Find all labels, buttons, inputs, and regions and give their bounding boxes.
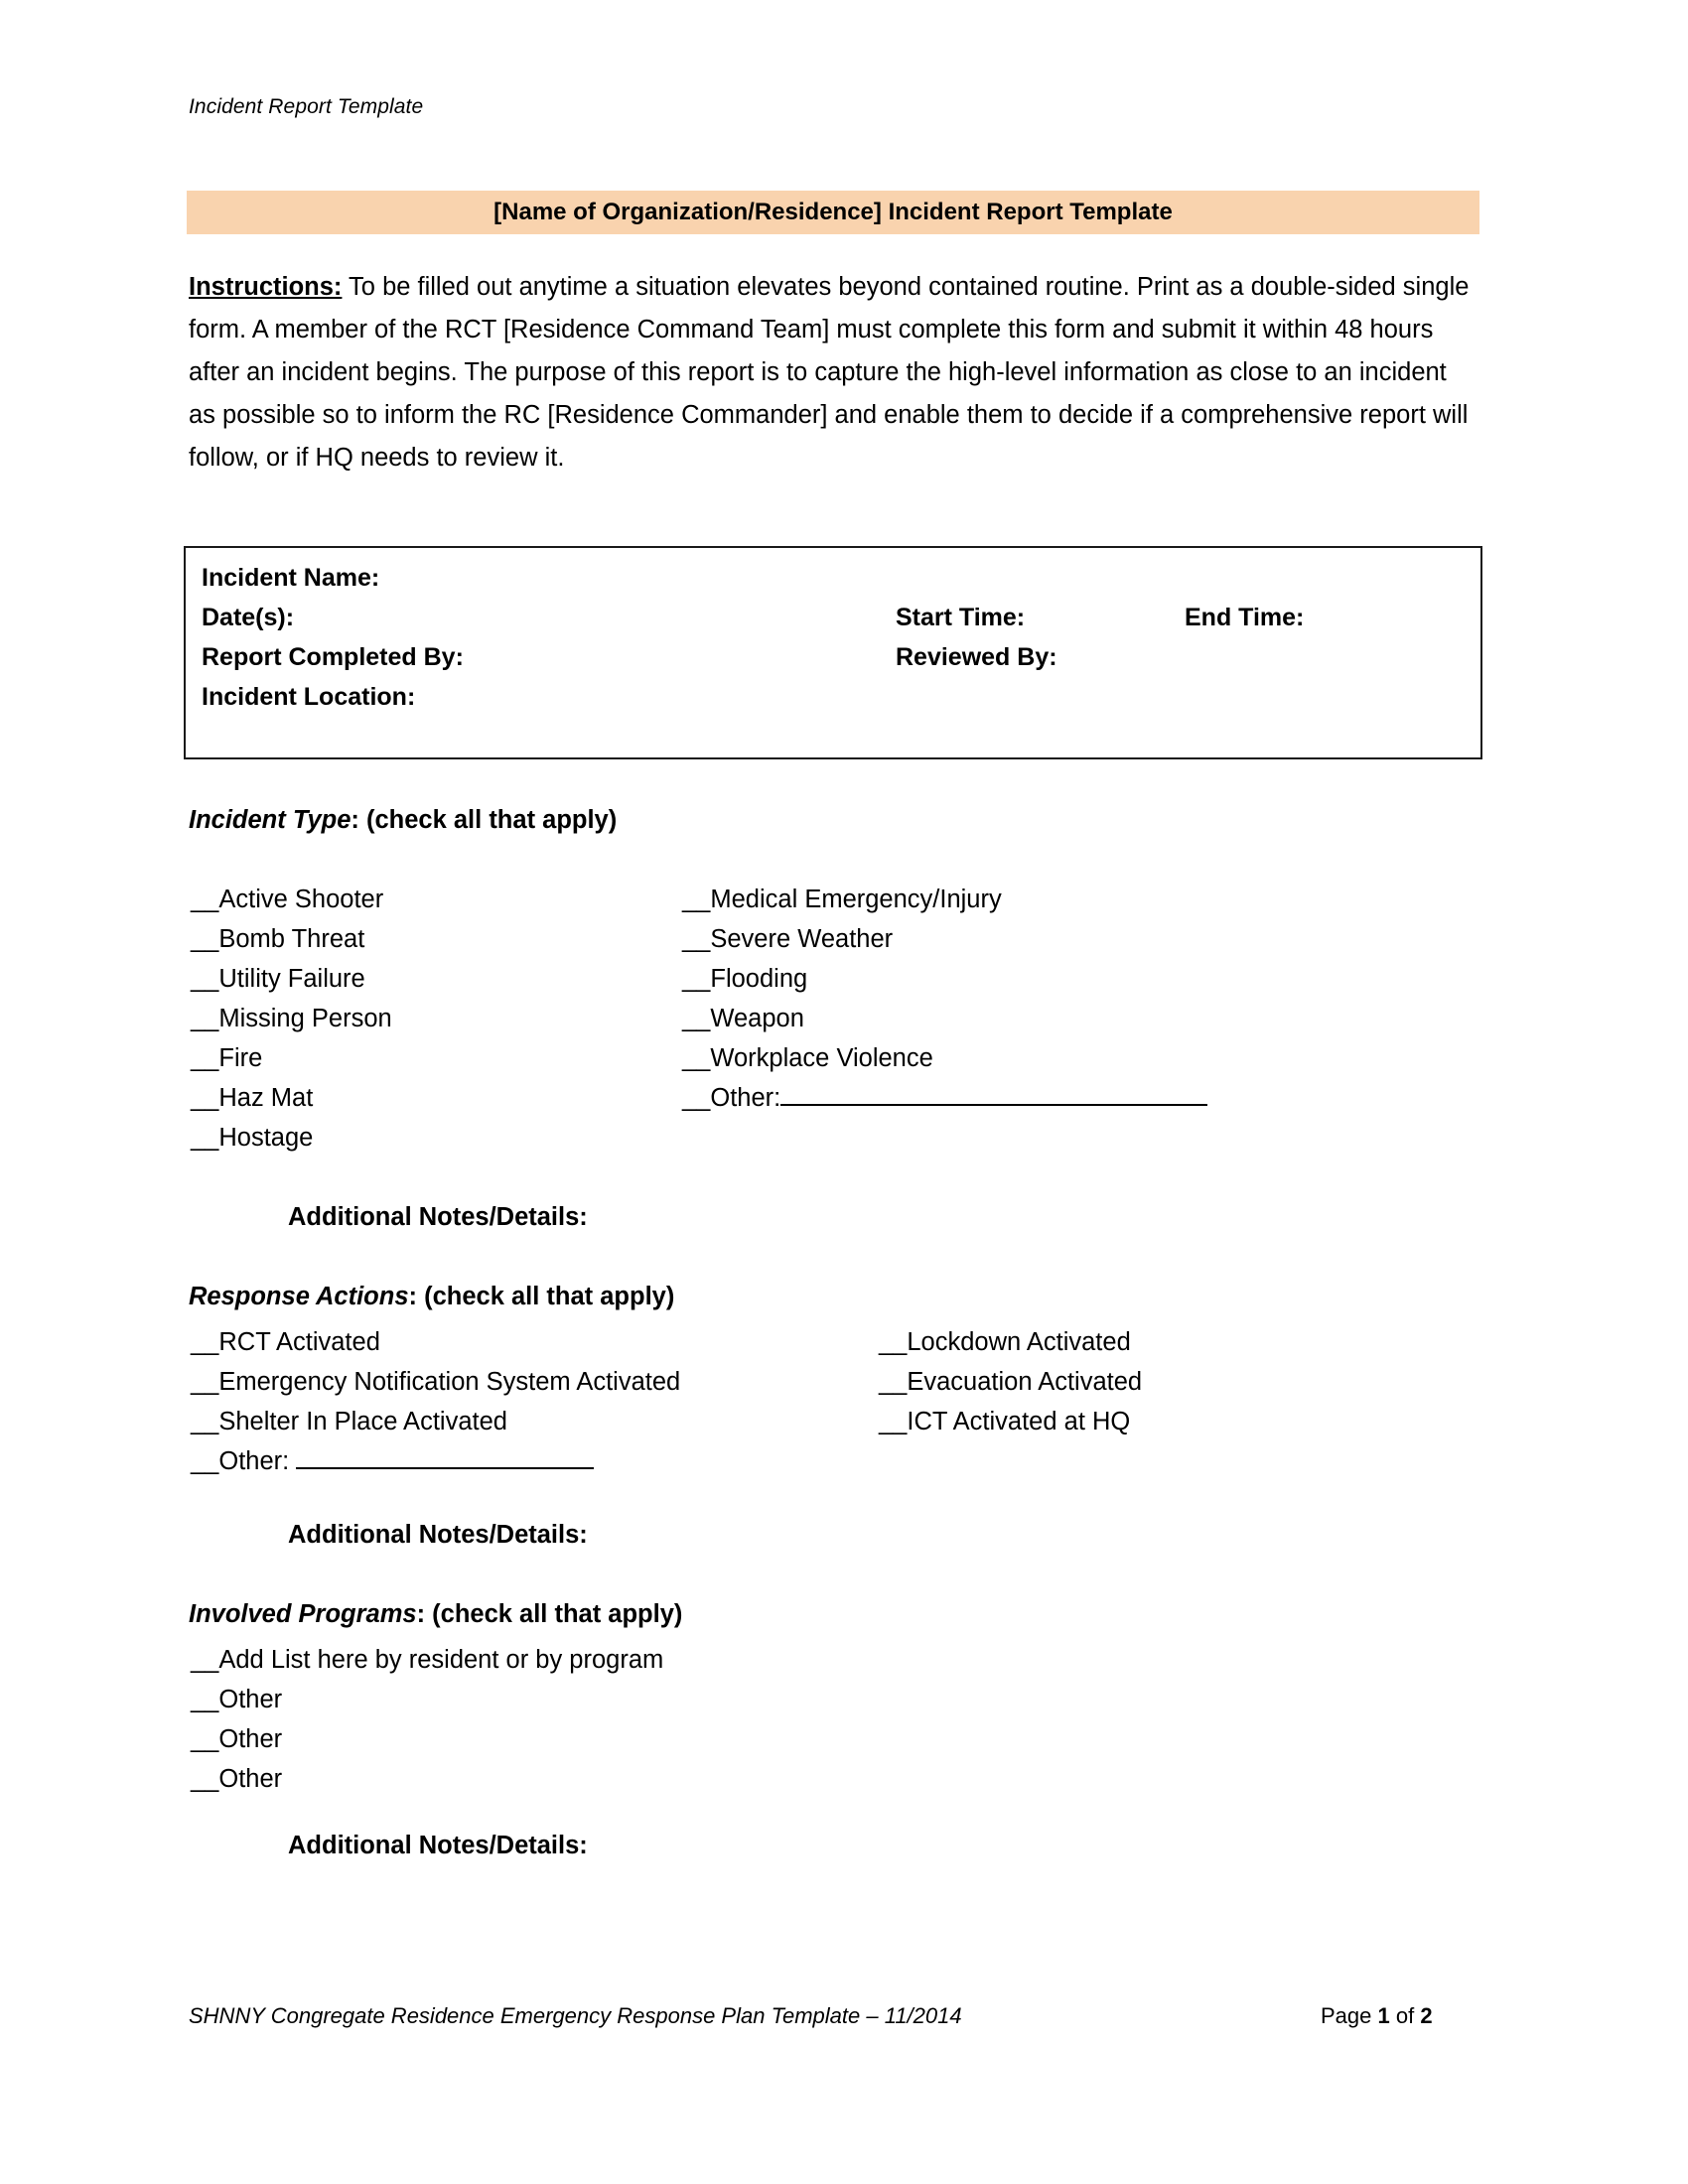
- check-item[interactable]: __Other: [191, 1725, 283, 1753]
- check-item-other[interactable]: [682, 1078, 1207, 1118]
- info-row: [198, 604, 1480, 643]
- check-item[interactable]: __Lockdown Activated: [879, 1328, 1131, 1356]
- instructions-label: Instructions:: [189, 273, 343, 301]
- additional-notes-incident-type: Additional Notes/Details:: [288, 1203, 588, 1231]
- page-title: [Name of Organization/Residence] Incident Report Template: [493, 199, 1173, 225]
- start-time-label: Start Time:: [896, 604, 1026, 631]
- reviewed-by-label: Reviewed By:: [896, 643, 1057, 671]
- page-number: 1: [1377, 2003, 1390, 2028]
- section-heading-suffix: : (check all that apply): [351, 806, 618, 834]
- incident-name-label: Incident Name:: [202, 564, 380, 592]
- instructions-paragraph: [189, 266, 1479, 479]
- section-heading-suffix: : (check all that apply): [416, 1600, 683, 1628]
- check-item[interactable]: __Severe Weather: [682, 925, 894, 953]
- info-row: [198, 643, 1480, 683]
- running-header: Incident Report Template: [189, 95, 424, 118]
- response-actions-column-left: [191, 1322, 680, 1481]
- additional-notes-involved-programs: Additional Notes/Details:: [288, 1832, 588, 1859]
- check-item[interactable]: __ICT Activated at HQ: [879, 1408, 1131, 1435]
- other-label: __Other:: [682, 1084, 781, 1112]
- incident-location-label: Incident Location:: [202, 683, 416, 711]
- footer-source-line: SHNNY Congregate Residence Emergency Response Plan Template – 11/2014: [189, 2003, 962, 2028]
- other-fill-blank[interactable]: [296, 1447, 594, 1469]
- info-row: [198, 683, 1480, 723]
- section-heading-emphasis: Involved Programs: [189, 1600, 417, 1628]
- section-heading-emphasis: Incident Type: [189, 806, 352, 834]
- page-total: 2: [1420, 2003, 1433, 2028]
- check-item[interactable]: __Other: [191, 1765, 283, 1793]
- check-item[interactable]: __Weapon: [682, 1005, 804, 1032]
- check-item[interactable]: __Hostage: [191, 1124, 314, 1152]
- report-completed-by-label: Report Completed By:: [202, 643, 464, 671]
- dates-label: Date(s):: [202, 604, 295, 631]
- section-heading-suffix: : (check all that apply): [408, 1283, 675, 1310]
- check-item[interactable]: __Haz Mat: [191, 1084, 314, 1112]
- instructions-body: To be filled out anytime a situation elevates beyond contained routine. Print as a double-sided single form. A member of the RCT [Residence Command Team] must complete this form and submit it within 48 hours after an incident begins. The purpose of this report is to capture the high-level information as close to an incident as possible so to inform the RC [Residence Commander] and enable them to decide if a comprehensive report will follow, or if HQ needs to review it.: [189, 273, 1470, 472]
- check-item[interactable]: __Missing Person: [191, 1005, 392, 1032]
- response-actions-column-right: [879, 1322, 1142, 1441]
- additional-notes-response-actions: Additional Notes/Details:: [288, 1521, 588, 1549]
- info-row: [198, 564, 1480, 604]
- incident-type-column-right: [682, 880, 1207, 1118]
- check-item[interactable]: __RCT Activated: [191, 1328, 380, 1356]
- title-banner: [187, 191, 1479, 234]
- section-heading-incident-type: [189, 806, 617, 835]
- check-item[interactable]: __Workplace Violence: [682, 1044, 933, 1072]
- check-item[interactable]: __Other: [191, 1686, 283, 1713]
- section-heading-response-actions: [189, 1283, 674, 1311]
- check-item[interactable]: __Emergency Notification System Activated: [191, 1368, 681, 1396]
- check-item[interactable]: __Medical Emergency/Injury: [682, 886, 1002, 913]
- footer-page-indicator: [1321, 2003, 1433, 2029]
- check-item[interactable]: __Shelter In Place Activated: [191, 1408, 507, 1435]
- check-item[interactable]: __Flooding: [682, 965, 808, 993]
- page-prefix: Page: [1321, 2003, 1378, 2028]
- other-fill-blank[interactable]: [780, 1084, 1207, 1106]
- page-middle: of: [1389, 2003, 1421, 2028]
- incident-type-column-left: [191, 880, 392, 1158]
- check-item[interactable]: __Utility Failure: [191, 965, 365, 993]
- involved-programs-list: [191, 1640, 663, 1799]
- other-label: __Other:: [191, 1447, 297, 1475]
- check-item[interactable]: __Evacuation Activated: [879, 1368, 1143, 1396]
- section-heading-involved-programs: [189, 1600, 682, 1629]
- check-item[interactable]: __Fire: [191, 1044, 263, 1072]
- incident-info-box: [184, 546, 1482, 759]
- check-item[interactable]: __Active Shooter: [191, 886, 384, 913]
- check-item-other[interactable]: [191, 1441, 680, 1481]
- check-item[interactable]: __Add List here by resident or by program: [191, 1646, 664, 1674]
- check-item[interactable]: __Bomb Threat: [191, 925, 365, 953]
- end-time-label: End Time:: [1185, 604, 1305, 631]
- section-heading-emphasis: Response Actions: [189, 1283, 409, 1310]
